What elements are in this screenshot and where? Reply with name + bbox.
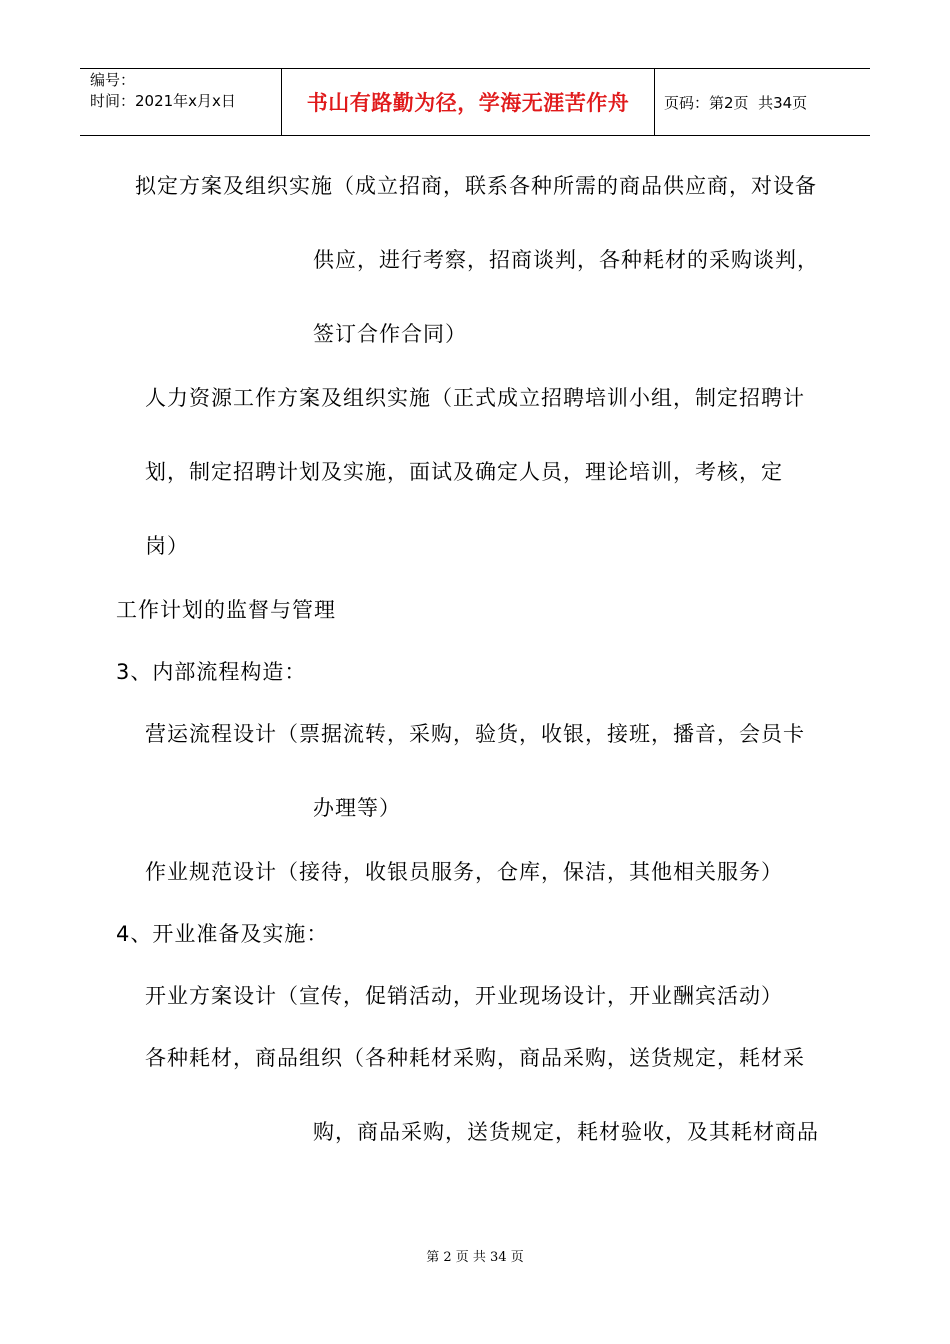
body-line: 作业规范设计（接待，收银员服务，仓库，保洁，其他相关服务） (145, 860, 783, 884)
page-footer: 第 2 页 共 34 页 (426, 1250, 524, 1265)
section-heading: 工作计划的监督与管理 (116, 598, 336, 622)
body-line: 开业方案设计（宣传，促销活动，开业现场设计，开业酬宾活动） (145, 984, 783, 1008)
body-line: 供应，进行考察，招商谈判，各种耗材的采购谈判， (313, 248, 819, 272)
body-line: 人力资源工作方案及组织实施（正式成立招聘培训小组，制定招聘计 (145, 386, 805, 410)
number-label: 编号： (90, 71, 136, 89)
time-label: 时间：2021年x月x日 (90, 92, 236, 110)
header-motto: 书山有路勤为径，学海无涯苦作舟 (306, 91, 630, 115)
body-line: 岗） (145, 534, 189, 558)
page-header (80, 68, 870, 136)
body-line: 签订合作合同） (313, 322, 467, 346)
header-divider-right (654, 68, 655, 136)
body-line: 营运流程设计（票据流转，采购，验货，收银，接班，播音，会员卡 (145, 722, 805, 746)
body-line: 拟定方案及组织实施（成立招商，联系各种所需的商品供应商，对设备 (135, 174, 817, 198)
header-meta (90, 70, 236, 112)
body-line: 购，商品采购，送货规定，耗材验收，及其耗材商品 (313, 1120, 819, 1144)
section-heading: 3、内部流程构造： (116, 660, 307, 684)
body-line: 划，制定招聘计划及实施，面试及确定人员，理论培训，考核，定 (145, 460, 783, 484)
header-page-info: 页码：第2页 共34页 (664, 94, 808, 112)
body-line: 办理等） (313, 796, 401, 820)
section-heading: 4、开业准备及实施： (116, 922, 329, 946)
body-line: 各种耗材，商品组织（各种耗材采购，商品采购，送货规定，耗材采 (145, 1046, 805, 1070)
